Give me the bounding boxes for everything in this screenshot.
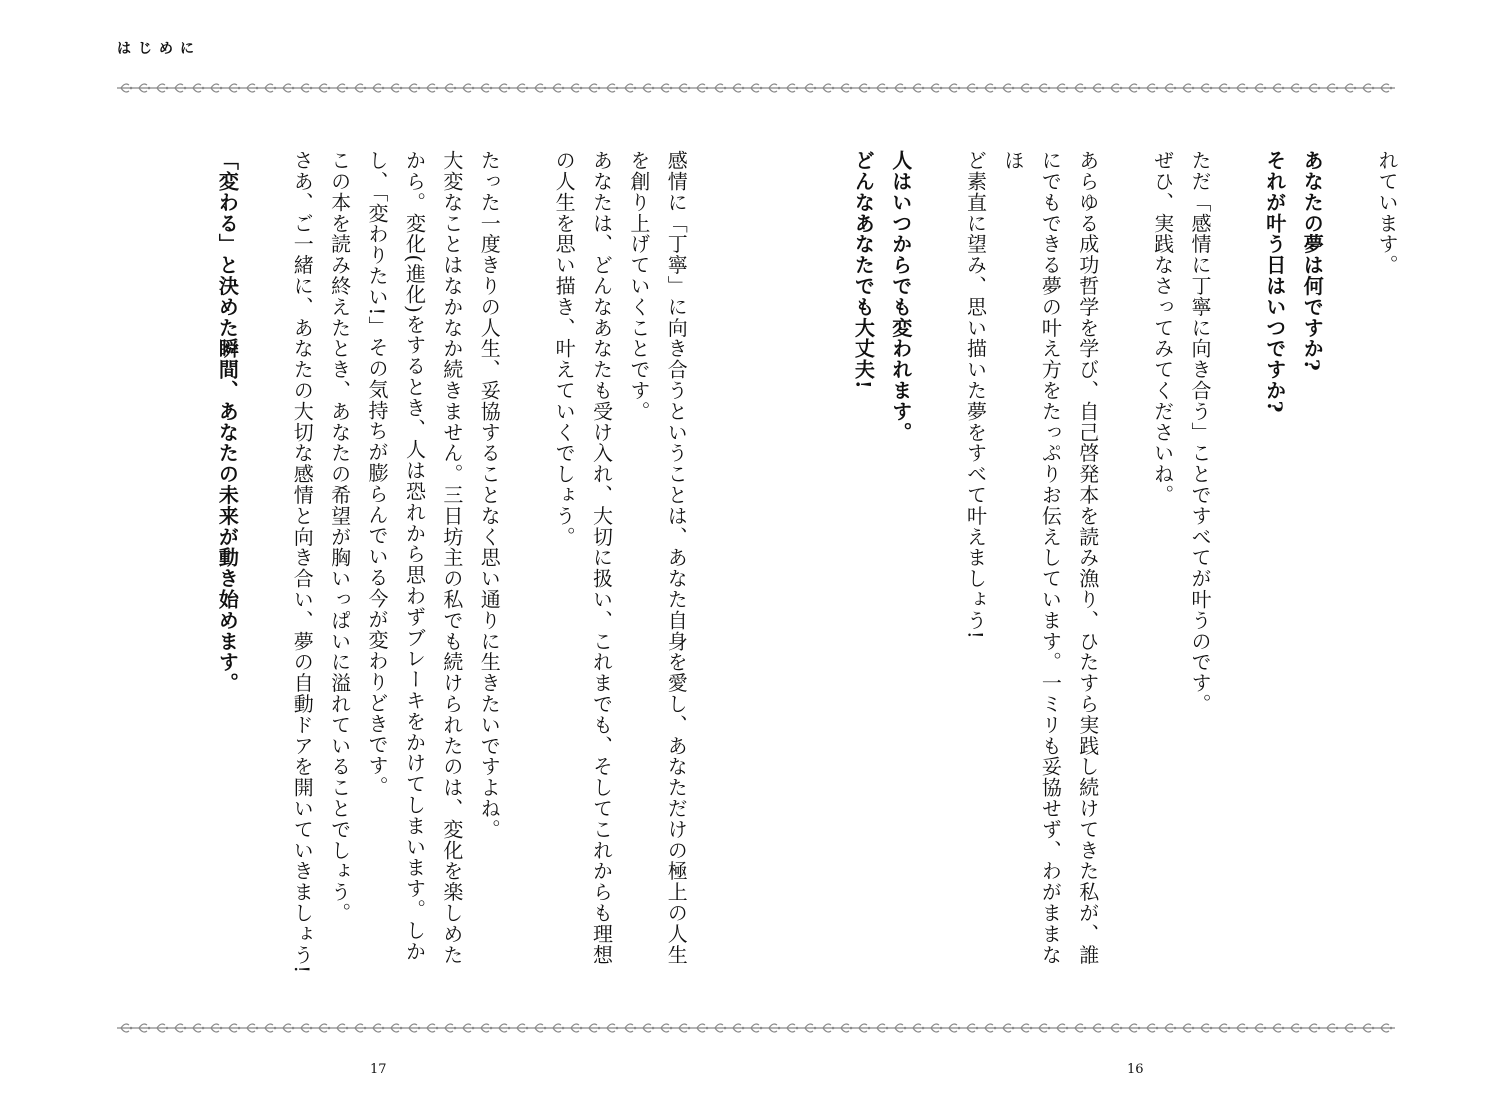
body-line: どんなあなたでも大丈夫! bbox=[851, 150, 876, 390]
body-line: 「変わる」と決めた瞬間、あなたの未来が動き始めます。 bbox=[215, 150, 240, 694]
blank-line bbox=[769, 150, 806, 980]
blank-line bbox=[1106, 150, 1143, 980]
page-number-right: 16 bbox=[1127, 1062, 1144, 1077]
top-ornament-border bbox=[117, 80, 1395, 96]
body-line: あなたは、どんなあなたも受け入れ、大切に扱い、これまでも、そしてこれからも理想 bbox=[589, 150, 614, 966]
blank-line bbox=[732, 150, 769, 980]
body-line: の人生を思い描き、叶えていくでしょう。 bbox=[552, 150, 577, 548]
body-line: 感情に「丁寧」に向き合うということは、あなた自身を愛し、あなただけの極上の人生 bbox=[664, 150, 689, 966]
bottom-ornament-svg bbox=[117, 1020, 1395, 1036]
blank-line bbox=[245, 150, 282, 980]
blank-line bbox=[507, 150, 544, 980]
blank-line bbox=[1218, 150, 1255, 980]
body-line: 人はいつからでも変われます。 bbox=[888, 150, 913, 443]
page-number-left: 17 bbox=[370, 1062, 387, 1077]
body-line: にでもできる夢の叶え方をたっぷりお伝えしています。一ミリも妥協せず、わがままなほ bbox=[1000, 150, 1063, 966]
body-line: あなたの夢は何ですか? bbox=[1300, 150, 1325, 372]
blank-line bbox=[1330, 150, 1367, 980]
body-line: ただ「感情に丁寧に向き合う」ことですべてが叶うのです。 bbox=[1187, 150, 1212, 715]
blank-line bbox=[694, 150, 731, 980]
body-line: ぜひ、実践なさってみてくださいね。 bbox=[1150, 150, 1175, 506]
body-line: それが叶う日はいつですか? bbox=[1262, 150, 1287, 414]
body-line: を創り上げていくことです。 bbox=[626, 150, 651, 422]
top-ornament-svg bbox=[117, 80, 1395, 96]
blank-line bbox=[807, 150, 844, 980]
body-line: れています。 bbox=[1375, 150, 1399, 276]
vertical-body-text bbox=[150, 150, 1405, 980]
body-line: ど素直に望み、思い描いた夢をすべて叶えましょう! bbox=[963, 150, 988, 640]
bottom-ornament-border bbox=[117, 1020, 1395, 1036]
body-line: から。変化(進化)をするとき、人は恐れから思わずブレーキをかけてしまいます。しか bbox=[402, 150, 427, 962]
body-line: 大変なことはなかなか続きません。三日坊主の私でも続けられたのは、変化を楽しめた bbox=[439, 150, 464, 966]
blank-line bbox=[919, 150, 956, 980]
body-line: さあ、ご一緒に、あなたの大切な感情と向き合い、夢の自動ドアを開いていきましょう! bbox=[290, 150, 315, 975]
body-line: あらゆる成功哲学を学び、自己啓発本を読み漁り、ひたすら実践し続けてきた私が、誰 bbox=[1075, 150, 1100, 966]
running-header: はじめに bbox=[117, 41, 201, 57]
body-line: たった一度きりの人生、妥協することなく思い通りに生きたいですよね。 bbox=[477, 150, 502, 840]
body-line: この本を読み終えたとき、あなたの希望が胸いっぱいに溢れていることでしょう。 bbox=[327, 150, 352, 924]
body-line: し、「変わりたい!」その気持ちが膨らんでいる今が変わりどきです。 bbox=[365, 150, 390, 797]
